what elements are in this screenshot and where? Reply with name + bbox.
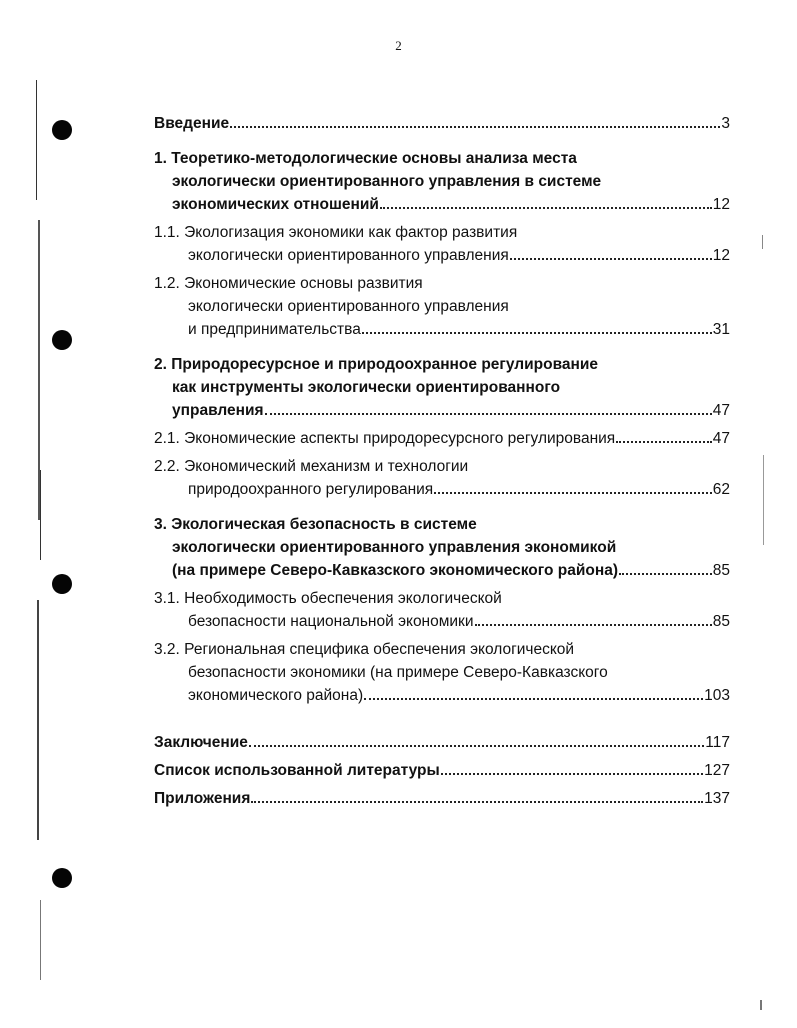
toc-entry-bibliography[interactable] [154, 759, 730, 782]
toc-entry-title-continued: как инструменты экологически ориентированного [172, 379, 561, 396]
toc-entry-title: Введение [154, 115, 230, 132]
toc-page-number: 103 [704, 687, 730, 704]
toc-page-number: 12 [712, 247, 730, 264]
scan-edge-mark [763, 455, 764, 545]
dot-leader [616, 441, 712, 443]
toc-page-number: 31 [712, 321, 730, 338]
page-number: 2 [395, 38, 402, 53]
toc-entry-title: 3.1. Необходимость обеспечения экологической [154, 590, 502, 607]
dot-leader [619, 573, 712, 575]
dot-leader [362, 332, 712, 334]
toc-entry-title: 1.2. Экономические основы развития [154, 275, 423, 292]
dot-leader [265, 413, 712, 415]
toc-entry-chapter-3[interactable] [154, 513, 730, 582]
dot-leader [475, 624, 712, 626]
punch-hole [52, 868, 72, 888]
toc-entry-title-continued: экономического района) [188, 687, 364, 704]
toc-entry-title: 2.2. Экономический механизм и технологии [154, 458, 469, 475]
toc-entry-section-2-1[interactable] [154, 427, 730, 450]
toc-entry-title-continued: управления [172, 402, 264, 419]
toc-entry-title: 2. Природоресурсное и природоохранное регулирование [154, 356, 599, 373]
scan-edge-mark [760, 1000, 762, 1010]
toc-page-number: 85 [712, 613, 730, 630]
toc-entry-title: Приложения [154, 790, 251, 807]
punch-hole [52, 330, 72, 350]
toc-entry-title: Заключение [154, 734, 248, 751]
scan-edge-mark [762, 235, 763, 249]
toc-page-number: 62 [712, 481, 730, 498]
toc-entry-title-continued: безопасности экономики (на примере Северо-Кавказского [188, 664, 608, 681]
dot-leader [510, 258, 712, 260]
dot-leader [251, 801, 703, 803]
toc-entry-title-continued: экологически ориентированного управления [188, 298, 509, 315]
toc-entry-section-1-2[interactable] [154, 272, 730, 341]
toc-entry-title-continued: экологически ориентированного управления экономикой [172, 539, 617, 556]
punch-hole [52, 574, 72, 594]
table-of-contents [154, 112, 730, 810]
punch-hole [52, 120, 72, 140]
toc-page-number: 137 [704, 790, 730, 807]
toc-entry-title: 2.1. Экономические аспекты природоресурсного регулирования [154, 430, 616, 447]
toc-entry-section-1-1[interactable] [154, 221, 730, 267]
scan-edge-mark [40, 470, 41, 560]
toc-entry-title: 1. Теоретико-методологические основы анализа места [154, 150, 577, 167]
toc-page-number: 127 [704, 762, 730, 779]
dot-leader [441, 773, 703, 775]
toc-entry-chapter-1[interactable] [154, 147, 730, 216]
dot-leader [364, 698, 703, 700]
toc-entry-chapter-2[interactable] [154, 353, 730, 422]
toc-page-number: 117 [705, 734, 730, 751]
toc-entry-title: 3.2. Региональная специфика обеспечения экологической [154, 641, 575, 658]
toc-entry-section-3-2[interactable] [154, 638, 730, 707]
toc-entry-title: Список использованной литературы [154, 762, 440, 779]
toc-entry-title: 1.1. Экологизация экономики как фактор развития [154, 224, 518, 241]
scan-edge-mark [40, 900, 41, 980]
toc-entry-section-2-2[interactable] [154, 455, 730, 501]
toc-page-number: 47 [712, 430, 730, 447]
toc-entry-title-continued: экологически ориентированного управления в системе [172, 173, 602, 190]
toc-entry-introduction[interactable] [154, 112, 730, 135]
toc-page-number: 12 [712, 196, 730, 213]
toc-entry-section-3-1[interactable] [154, 587, 730, 633]
dot-leader [249, 745, 704, 747]
toc-entry-title-continued: и предпринимательства [188, 321, 361, 338]
toc-entry-appendices[interactable] [154, 787, 730, 810]
toc-entry-conclusion[interactable] [154, 731, 730, 754]
scan-edge-mark [36, 80, 37, 200]
dot-leader [434, 492, 712, 494]
dot-leader [380, 207, 712, 209]
toc-page-number: 85 [712, 562, 730, 579]
scan-edge-mark [37, 600, 39, 840]
toc-page-number: 3 [721, 115, 730, 132]
toc-entry-title-continued: безопасности национальной экономики [188, 613, 474, 630]
toc-entry-title-continued: экологически ориентированного управления [188, 247, 509, 264]
toc-entry-title-continued: природоохранного регулирования [188, 481, 434, 498]
toc-entry-title: 3. Экологическая безопасность в системе [154, 516, 477, 533]
toc-page-number: 47 [712, 402, 730, 419]
toc-entry-title-continued: экономических отношений [172, 196, 379, 213]
toc-entry-title-continued: (на примере Северо-Кавказского экономического района) [172, 562, 619, 579]
dot-leader [230, 126, 720, 128]
